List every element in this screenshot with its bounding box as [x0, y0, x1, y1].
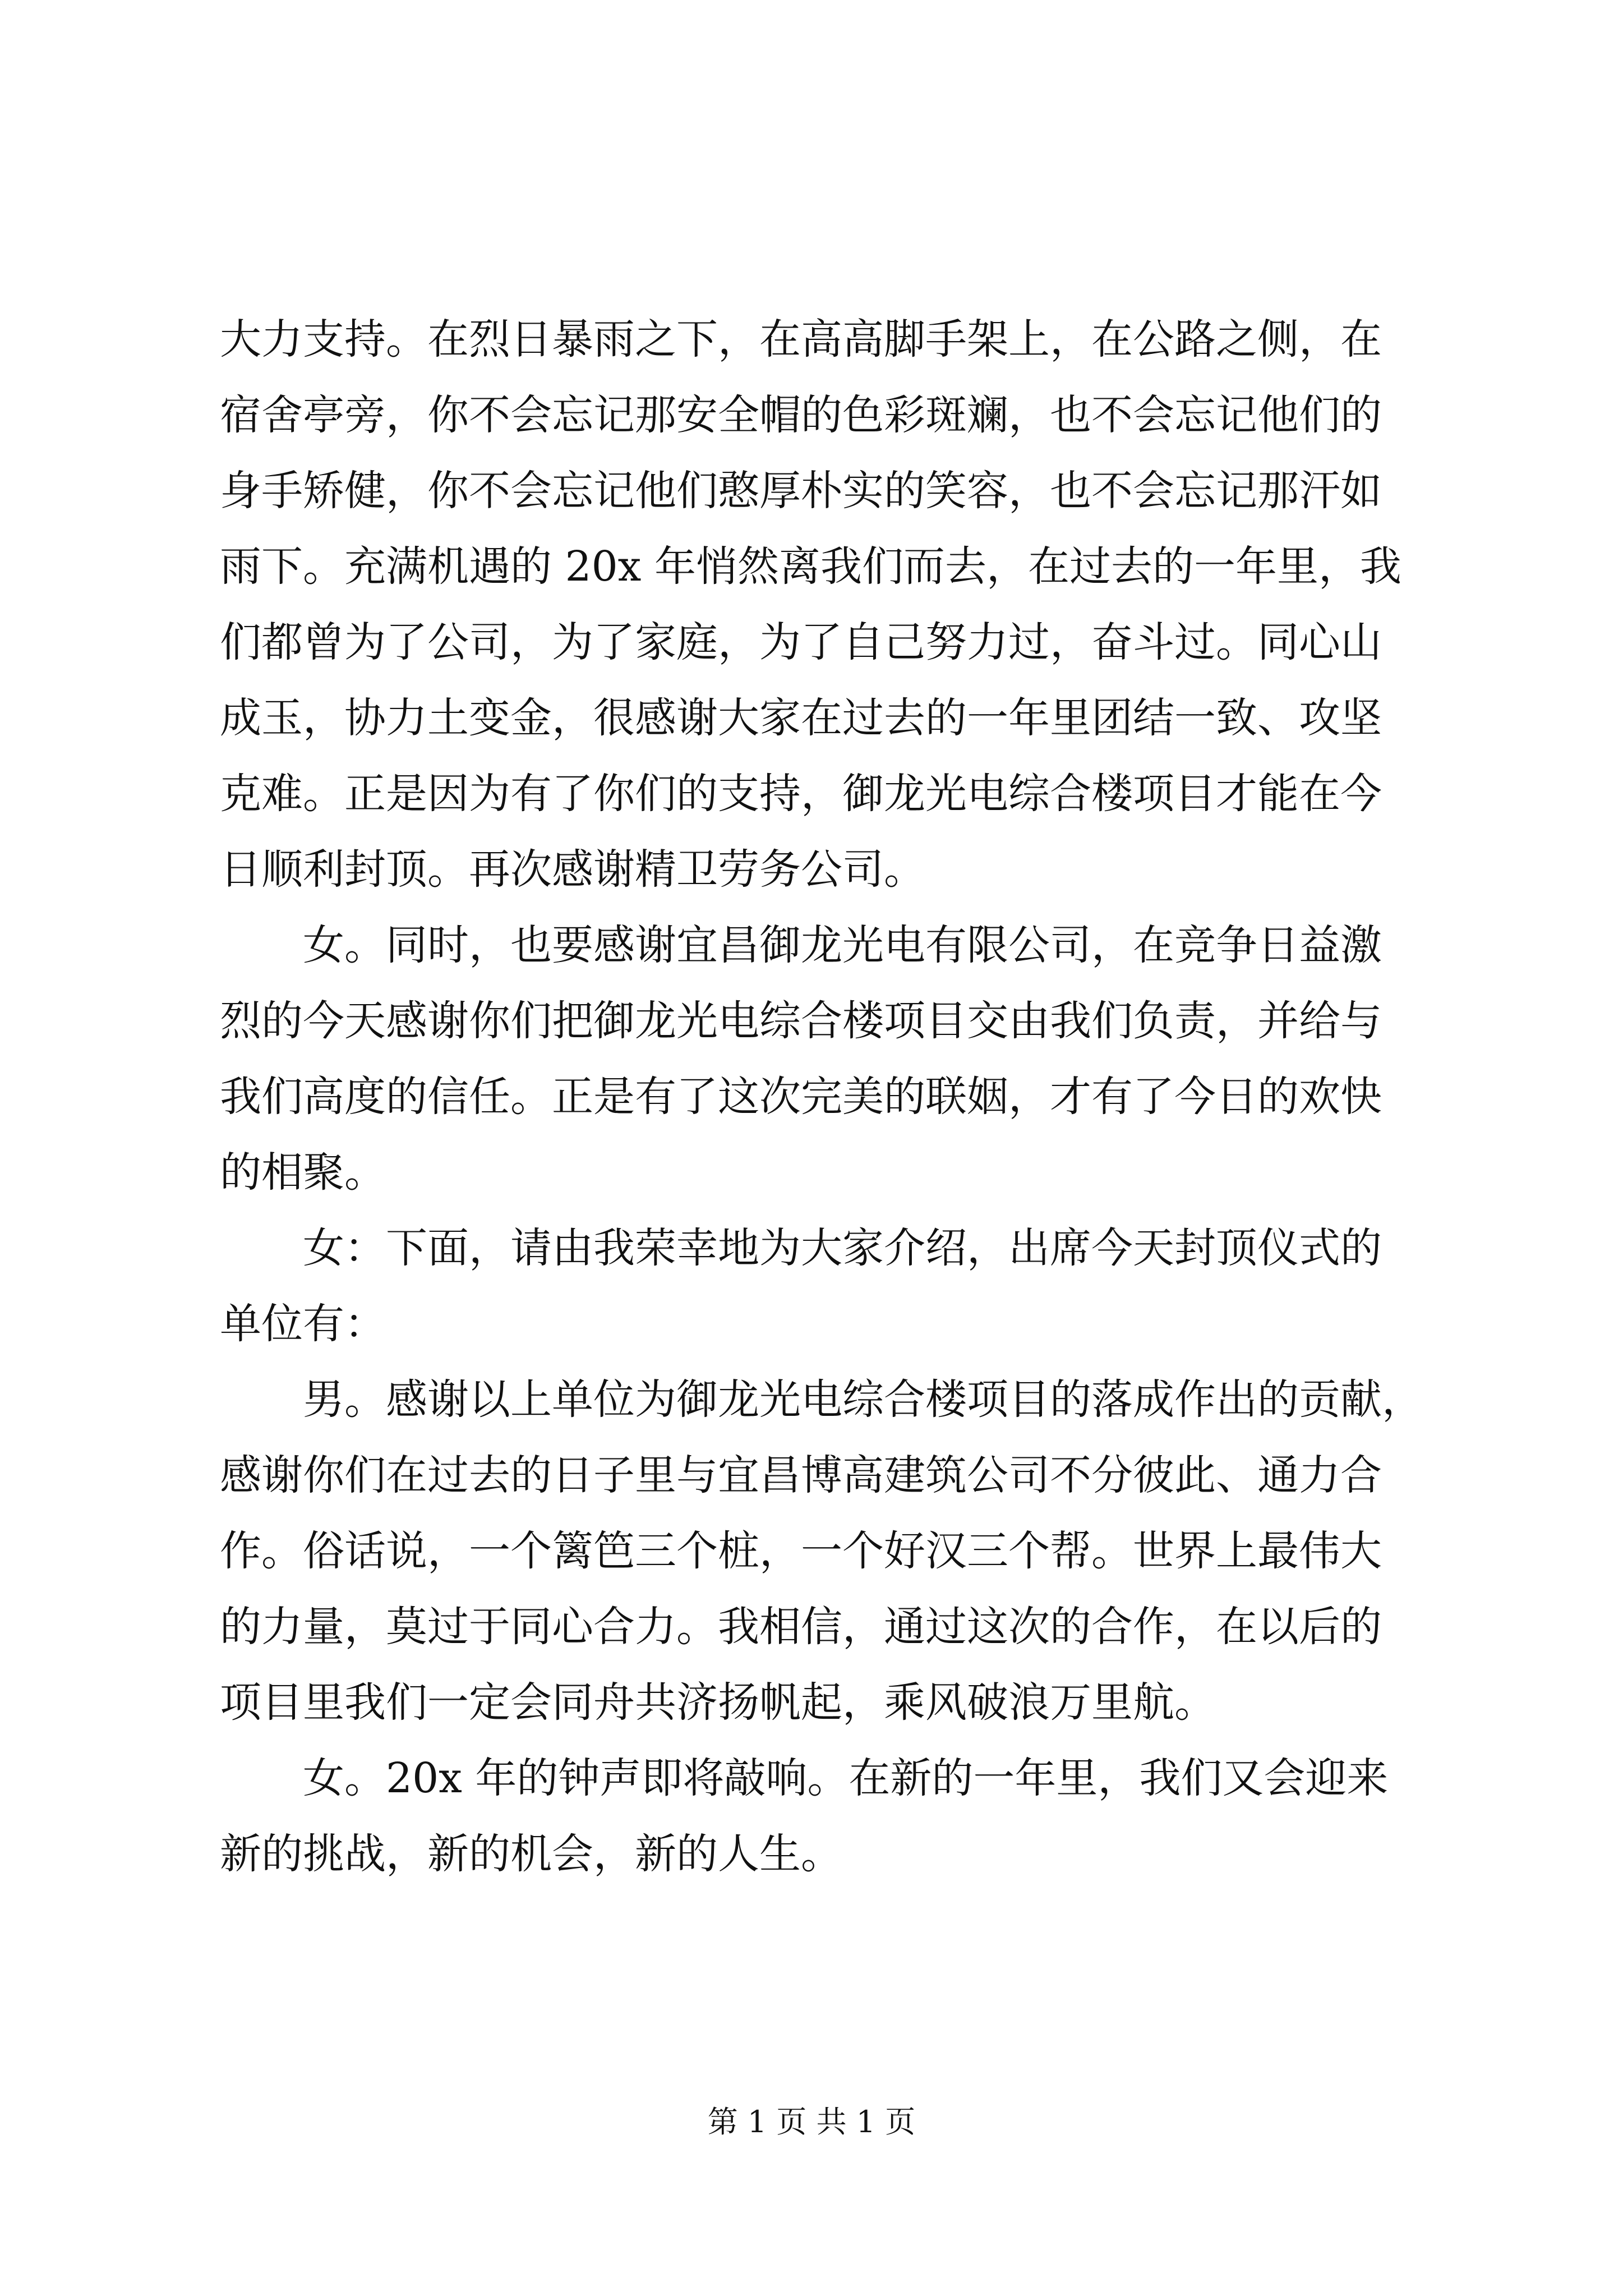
text-line: 项目里我们一定会同舟共济扬帆起，乘风破浪万里航。: [220, 1678, 1216, 1727]
text-line: 的力量，莫过于同心合力。我相信，通过这次的合作，在以后的: [220, 1603, 1382, 1651]
text-line: 单位有：: [220, 1300, 386, 1348]
paragraph-first-line: 女。20x 年的钟声即将敲响。在新的一年里，我们又会迎来: [303, 1754, 1389, 1802]
paragraph-first-line: 男。感谢以上单位为御龙光电综合楼项目的落成作出的贡献，: [303, 1375, 1423, 1424]
paragraph-first-line: 女：下面，请由我荣幸地为大家介绍，出席今天封顶仪式的: [303, 1224, 1382, 1272]
text-line: 雨下。充满机遇的 20x 年悄然离我们而去，在过去的一年里，我: [220, 542, 1401, 591]
text-line: 成玉，协力土变金，很感谢大家在过去的一年里团结一致、攻坚: [220, 694, 1382, 742]
page-footer: [0, 2102, 1623, 2142]
text-line: 新的挑战，新的机会，新的人生。: [220, 1830, 842, 1878]
text-line: 大力支持。在烈日暴雨之下，在高高脚手架上，在公路之侧，在: [220, 315, 1382, 364]
text-line: 日顺利封顶。再次感谢精卫劳务公司。: [220, 845, 925, 894]
text-line: 的相聚。: [220, 1148, 386, 1197]
text-line: 身手矫健，你不会忘记他们憨厚朴实的笑容，也不会忘记那汗如: [220, 467, 1382, 515]
text-line: 我们高度的信任。正是有了这次完美的联姻，才有了今日的欢快: [220, 1073, 1382, 1121]
text-line: 作。俗话说，一个篱笆三个桩，一个好汉三个帮。世界上最伟大: [220, 1527, 1382, 1575]
page-number: 第 1 页 共 1 页: [707, 2104, 916, 2139]
text-line: 们都曾为了公司，为了家庭，为了自己努力过，奋斗过。同心山: [220, 618, 1382, 666]
paragraph-first-line: 女。同时，也要感谢宜昌御龙光电有限公司，在竞争日益激: [303, 921, 1382, 969]
text-line: 克难。正是因为有了你们的支持，御龙光电综合楼项目才能在今: [220, 770, 1382, 818]
text-line: 宿舍亭旁，你不会忘记那安全帽的色彩斑斓，也不会忘记他们的: [220, 391, 1382, 439]
text-line: 感谢你们在过去的日子里与宜昌博高建筑公司不分彼此、通力合: [220, 1451, 1382, 1499]
text-line: 烈的今天感谢你们把御龙光电综合楼项目交由我们负责，并给与: [220, 997, 1382, 1045]
